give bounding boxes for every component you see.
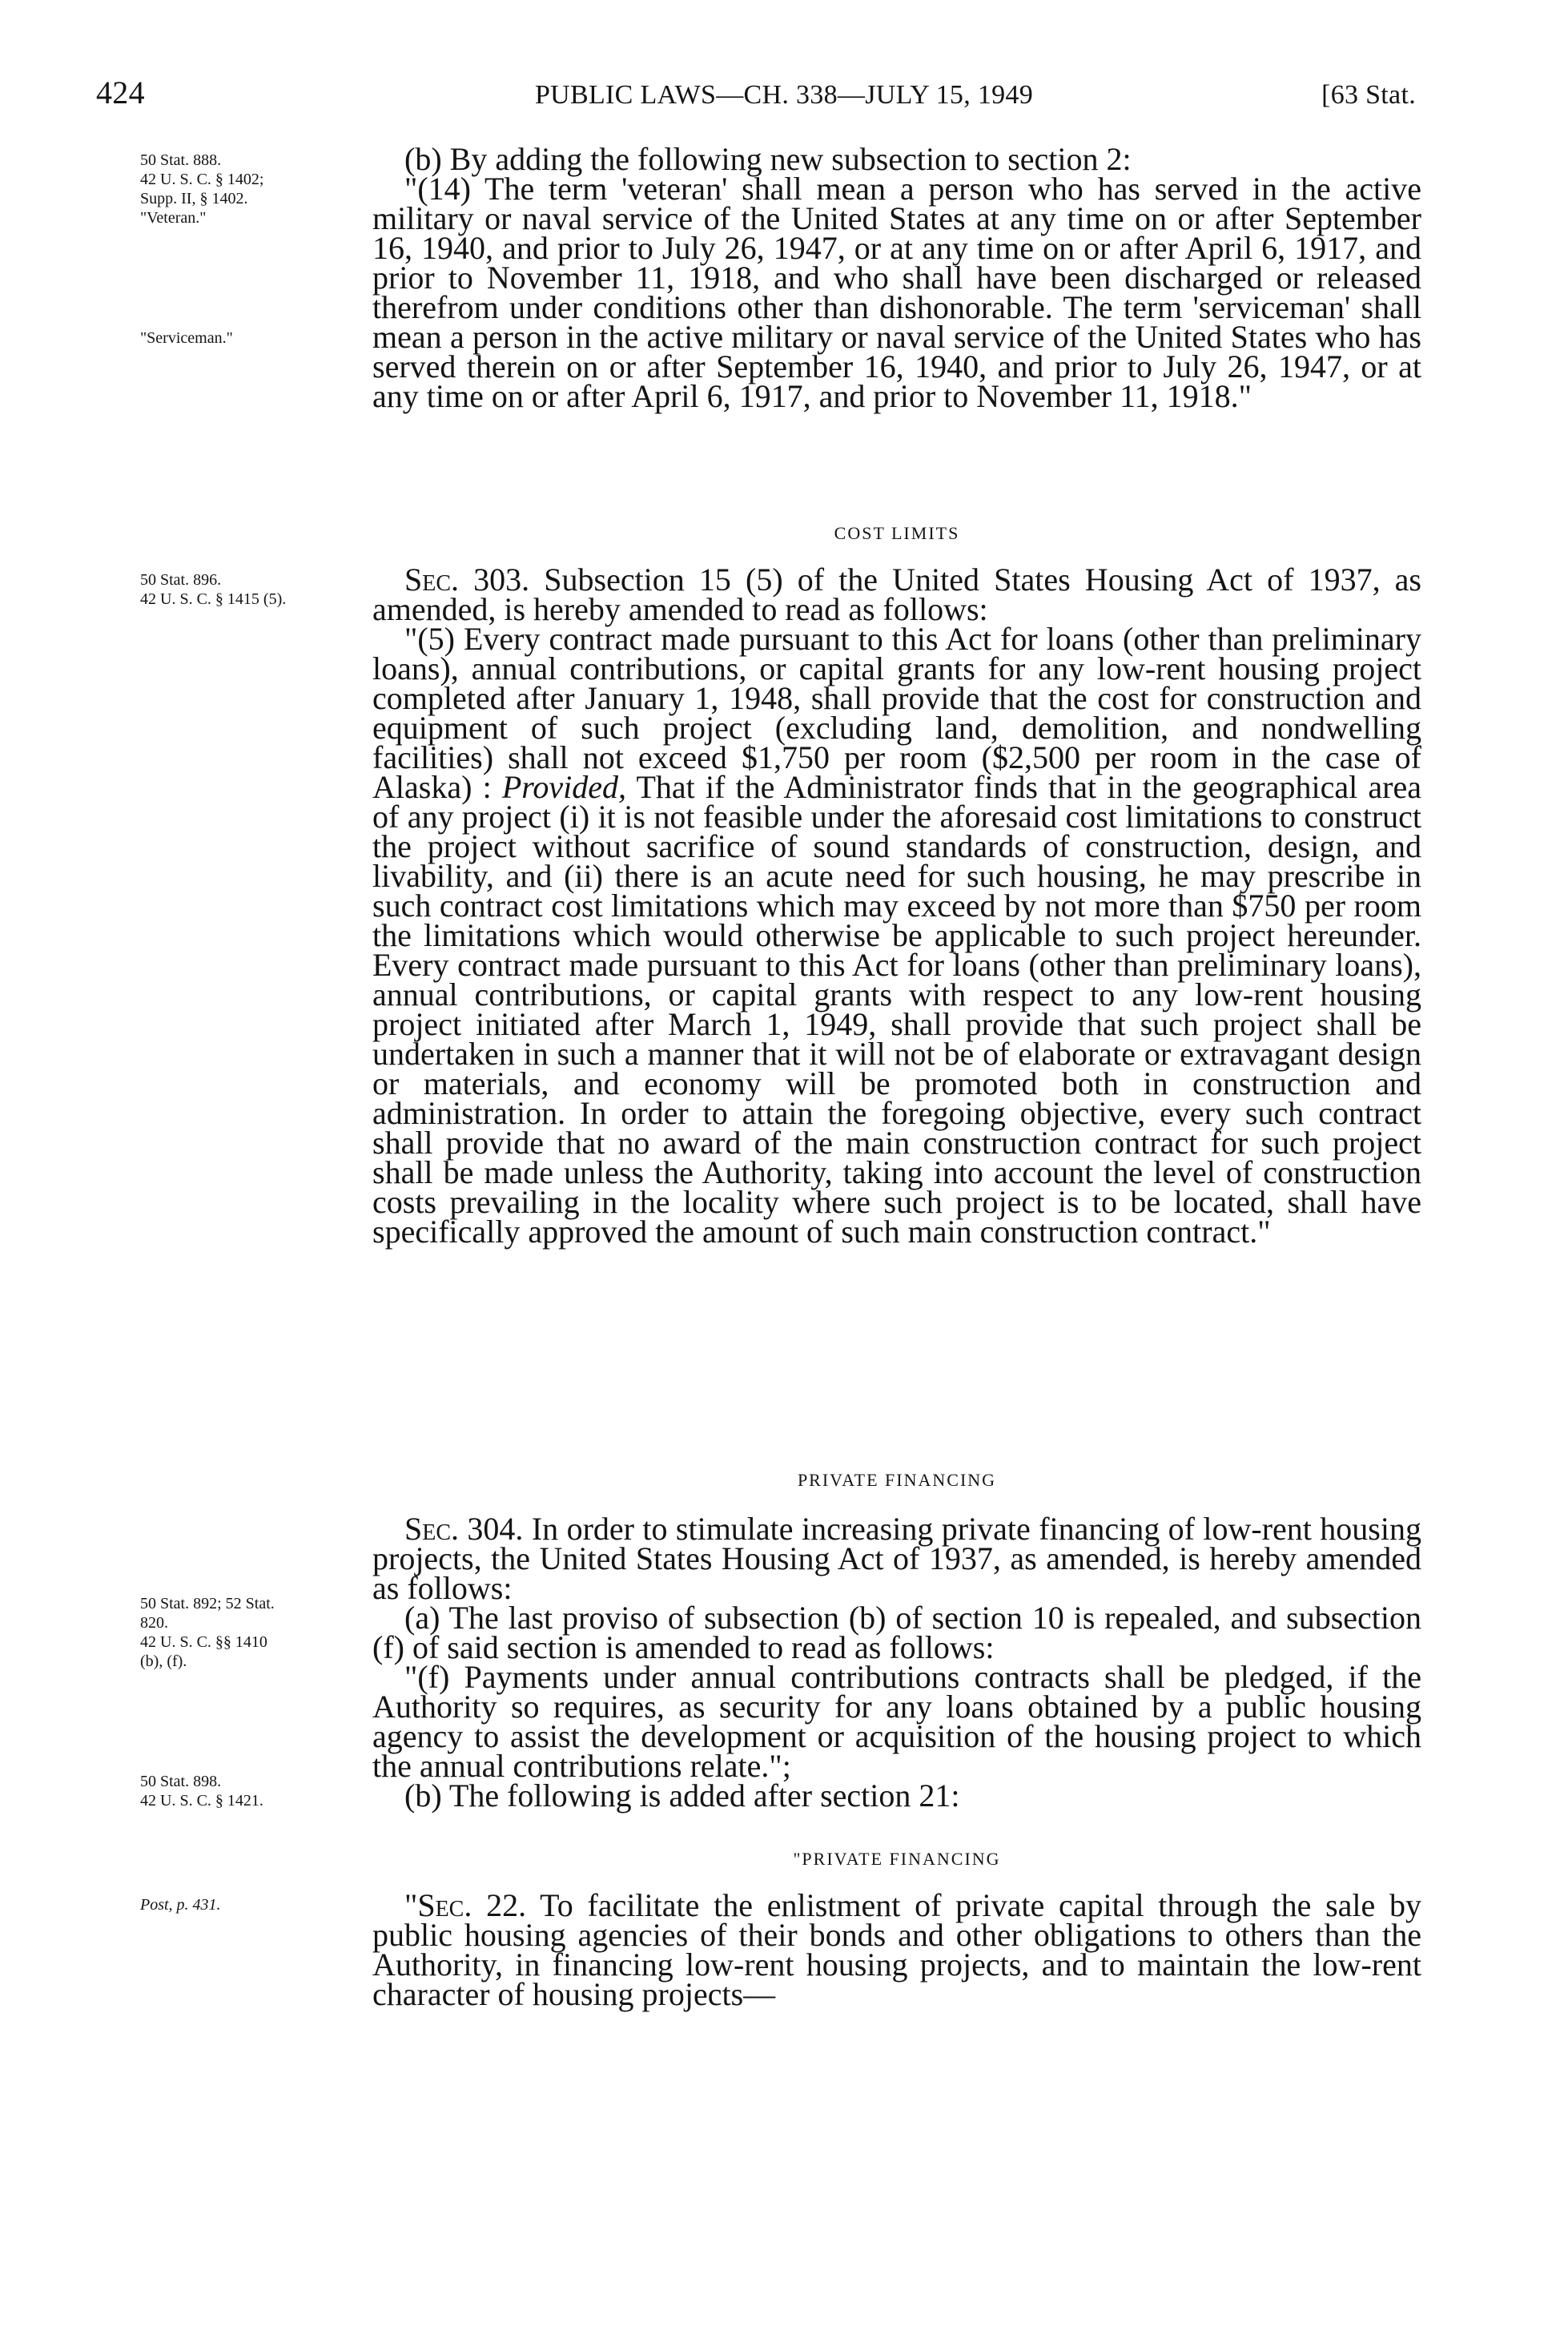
text-run: Subsection 15 (5) of the United States Housing Act of 1937, as amended, is hereby amended to read as follows:	[372, 562, 1421, 627]
text-run: That if the Administrator finds that in the geographical area of any project (i) it is not feasible under the aforesaid cost limitations to construct the project without sacrifice of sound standards of construction, design, and livability, and (ii) there is an acute need for such housing, he may prescribe in such contract cost limitations which may exceed by not more than $750 per room the limitations which would otherwise be applicable to such project hereunder. Every contract made pursuant to this Act for loans (other than preliminary loans), annual contributions, or capital grants with respect to any low-rent housing project initiated after March 1, 1949, shall provide that such project shall be undertaken in such a manner that it will not be of elaborate or extravagant design or materials, and economy will be promoted both in construction and administration. In order to attain the foregoing objective, every such contract shall provide that no award of the main construction contract for such project shall be made unless the Authority, taking into account the level of construction costs prevailing in the locality where such project is to be located, shall have specifically approved the amount of such main construction contract."	[372, 769, 1421, 1250]
margin-note-line: 42 U. S. C. § 1421.	[140, 1792, 263, 1810]
paragraph: (b) The following is added after section 21:	[404, 1777, 960, 1814]
margin-note-line: 42 U. S. C. § 1402;	[140, 171, 264, 188]
paragraph: (a) The last proviso of subsection (b) of section 10 is repealed, and subsection (f) of said section is amended to read as follows:	[372, 1600, 1421, 1665]
margin-note-line: "Veteran."	[140, 209, 207, 227]
margin-note-line: 50 Stat. 898.	[140, 1773, 222, 1790]
margin-note-sec21	[140, 1772, 372, 1810]
margin-note-sec10	[140, 1594, 372, 1671]
paragraph	[372, 1511, 1421, 1606]
margin-note-line: 42 U. S. C. § 1415 (5).	[140, 590, 287, 608]
paragraph: (b) By adding the following new subsection to section 2:	[404, 141, 1132, 177]
heading-cost-limits: COST LIMITS	[834, 523, 960, 543]
margin-note-line: 42 U. S. C. §§ 1410	[140, 1633, 267, 1651]
paragraph: "(f) Payments under annual contributions contracts shall be pledged, if the Authority so requires, as security for any loans obtained by a public housing agency to assist the development or acquisition of the housing project to which the annual contributions relate.";	[372, 1659, 1421, 1784]
margin-note-serviceman	[140, 328, 372, 348]
margin-note-line: 50 Stat. 888.	[140, 151, 222, 169]
section-302b	[372, 141, 1421, 414]
margin-note-cost-limits	[140, 570, 372, 609]
section-303	[372, 562, 1421, 1250]
margin-note-post	[140, 1895, 372, 1914]
heading-private-financing-quoted: "PRIVATE FINANCING	[793, 1849, 1001, 1869]
section-304	[372, 1511, 1421, 1814]
text-run: "(5) Every contract made pursuant to this Act for loans (other than preliminary loans), annual contributions, or capital grants for any low-rent housing project completed after January 1, 1948, shall provide that the cost for construction and equipment of such project (excluding land, demolition, and nondwelling facilities) shall not exceed $1,750 per room ($2,500 per room in the case of Alaska) :	[372, 621, 1421, 805]
margin-note-line: (b), (f).	[140, 1653, 187, 1670]
paragraph	[372, 562, 1421, 627]
page-number: 424	[96, 74, 145, 111]
section-label: Sec. 304.	[404, 1511, 524, 1547]
heading-private-financing: PRIVATE FINANCING	[797, 1470, 997, 1490]
section-label: Sec. 303.	[404, 562, 530, 598]
margin-note-line: Supp. II, § 1402.	[140, 190, 248, 207]
margin-note-line: 50 Stat. 896.	[140, 571, 222, 589]
margin-note-line: "Serviceman."	[140, 329, 233, 347]
paragraph	[372, 1887, 1421, 2012]
text-run: In order to stimulate increasing private financing of low-rent housing projects, the United States Housing Act of 1937, as amended, is hereby amended as follows:	[372, 1511, 1421, 1606]
volume-reference: [63 Stat.	[1321, 80, 1416, 110]
text-run-italic: Provided,	[501, 769, 627, 805]
margin-note-line: Post, p. 431.	[140, 1896, 221, 1914]
margin-note-veteran	[140, 151, 372, 227]
margin-note-line: 50 Stat. 892; 52 Stat.	[140, 1595, 275, 1612]
section-22	[372, 1887, 1421, 2012]
running-title: PUBLIC LAWS—CH. 338—JULY 15, 1949	[534, 80, 1034, 110]
margin-note-line: 820.	[140, 1614, 168, 1632]
paragraph	[372, 621, 1421, 1250]
section-label: "Sec. 22.	[404, 1887, 527, 1923]
paragraph: "(14) The term 'veteran' shall mean a person who has served in the active military or naval service of the United States at any time on or after September 16, 1940, and prior to July 26, 1947, or at any time on or after April 6, 1917, and prior to November 11, 1918, and who shall have been discharged or released therefrom under conditions other than dishonorable. The term 'serviceman' shall mean a person in the active military or naval service of the United States who has served therein on or after September 16, 1940, and prior to July 26, 1947, or at any time on or after April 6, 1917, and prior to November 11, 1918."	[372, 171, 1421, 414]
text-run: To facilitate the enlistment of private capital through the sale by public housing agencies of their bonds and other obligations to others than the Authority, in financing low-rent housing projects, and to maintain the low-rent character of housing projects—	[372, 1887, 1421, 2012]
